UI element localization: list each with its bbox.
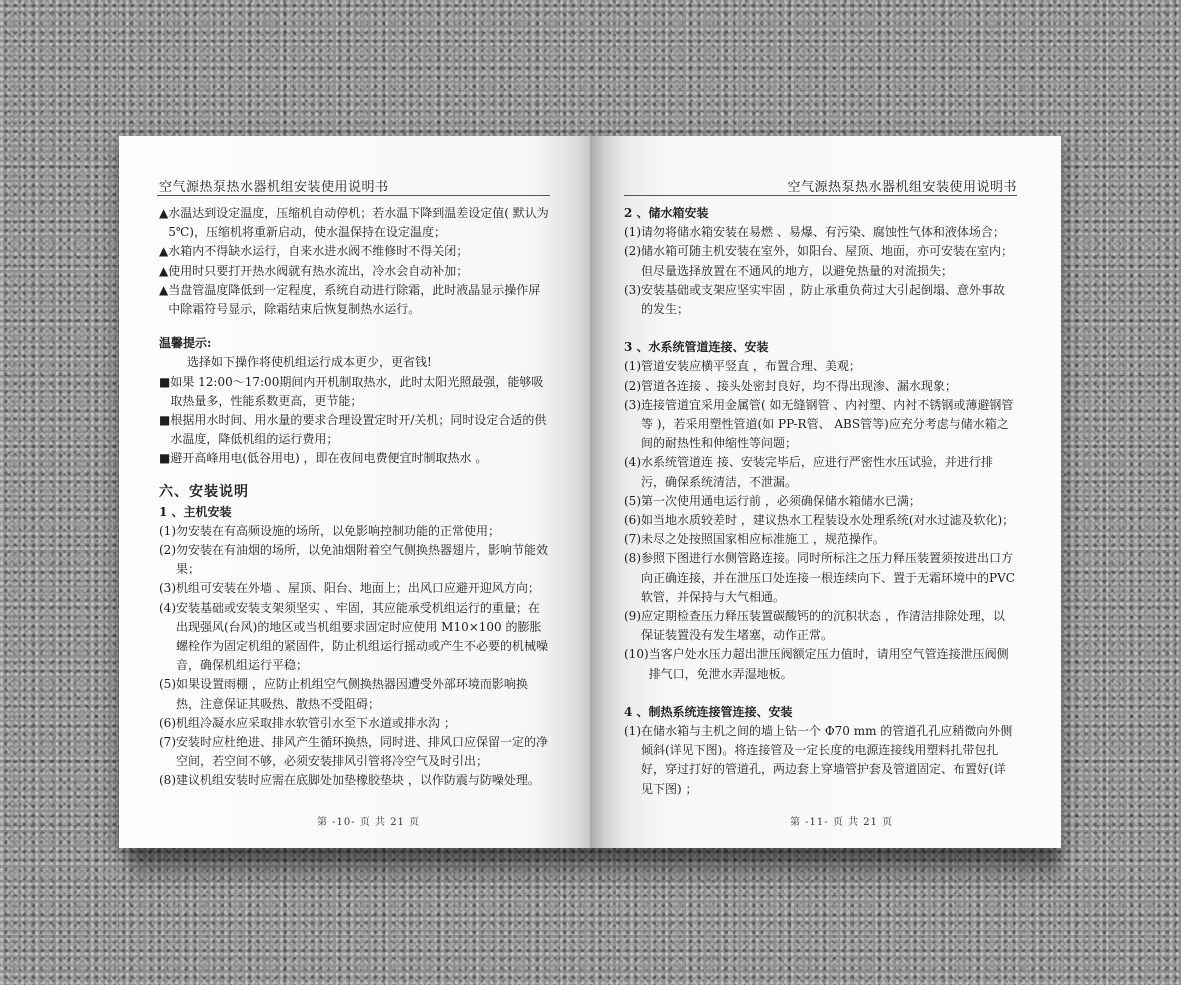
list-item: ▲ 当盘管温度降低到一定程度，系统自动进行除霜，此时液晶显示操作屏中除霜符号显示，除霜结束后恢复制热水运行。 (159, 281, 550, 319)
square-icon: ■ (159, 374, 171, 389)
list-item: (1) 管道安装应横平竖直 ，布置合理、美观； (624, 359, 861, 374)
right-page-number: 第 -11- 页 共 21 页 (790, 817, 894, 828)
right-page (590, 136, 1061, 848)
list-item: (3) 安装基础或支架应坚实牢固 ，防止承重负荷过大引起倒塌、意外事故的发生； (624, 282, 1005, 317)
section-4-list (624, 722, 1015, 799)
list-item: (7) 未尽之处按照国家相应标准施工 ，规范操作。 (624, 532, 885, 547)
open-booklet (119, 136, 1061, 848)
list-item: (3) 机组可安装在外墙 、屋顶、阳台、地面上；出风口应避开迎风方向； (159, 581, 540, 596)
list-item: (6) 机组冷凝水应采取排水软管引水至下水道或排水沟 ； (159, 715, 456, 730)
list-item: (1) 请勿将储水箱安装在易燃 、易爆、有污染、腐蚀性气体和液体场合； (624, 225, 1005, 240)
tip-title: 温馨提示: (159, 336, 212, 351)
subsection-title: 1 、主机安装 (159, 504, 232, 519)
left-header-rule (157, 195, 550, 196)
list-item: (1) 在储水箱与主机之间的墙上钻一个 Φ70 mm 的管道孔孔应稍微向外侧倾斜(详见下图)。将连接管及一定长度的电源连接线用塑料扎带包扎好，穿过打好的管道孔，两边套上穿墙管护套及管道固定、布置好(详见下图) ； (624, 724, 1013, 796)
square-icon: ■ (159, 413, 171, 428)
square-icon: ■ (159, 451, 171, 466)
tip-intro: 选择如下操作将使机组运行成本更少，更省钱! (187, 355, 432, 370)
section-4-title: 4 、制热系统连接管连接、安装 (624, 704, 793, 719)
triangle-icon: ▲ (159, 263, 169, 278)
list-item: (9) 应定期检查压力释压装置碳酸钙的的沉积状态 ，作清洁排除处理，以保证装置没有发生堵塞，动作正常。 (624, 609, 1005, 643)
right-header-rule (624, 195, 1017, 196)
list-item: ■ 如果 12:00～17:00期间内开机制取热水，此时太阳光照最强，能够吸取热量多，性能系数更高，更节能； (159, 373, 550, 411)
list-item: (4) 安装基础或安装支架须坚实 、牢固，其应能承受机组运行的重量；在出现强风(台风)的地区或当机组要求固定时应使用 M10×100 的膨胀螺栓作为固定机组的紧固件，防止机组运行摇动或产生不必要的机械噪音，确保机组运行平稳； (159, 600, 549, 673)
section-title: 六、安装说明 (159, 483, 249, 500)
section-3-title: 3 、水系统管道连接、安装 (624, 340, 769, 355)
book-shadow (130, 846, 1060, 886)
left-page-content (159, 204, 550, 791)
list-item: (5) 如果设置雨棚 ，应防止机组空气侧换热器因遭受外部环境而影响换热，注意保证其吸热、散热不受阻碍； (159, 677, 528, 711)
list-item: (8) 参照下图进行水侧管路连接。同时所标注之压力释压装置须按进出口方向正确连接，并在泄压口处连接一根连续向下、置于无霜环境中的PVC软管，并保持与大气相通。 (624, 551, 1015, 604)
list-item: ■ 根据用水时间、用水量的要求合理设置定时开/关机；同时设定合适的供水温度，降低机组的运行费用； (159, 411, 550, 449)
section-2-list (624, 223, 1015, 319)
install-list (159, 522, 550, 791)
triangle-icon: ▲ (159, 282, 169, 297)
left-page-header: 空气源热泵热水器机组安装使用说明书 (159, 180, 389, 195)
list-item: ▲ 水箱内不得缺水运行，自来水进水阀不维修时不得关闭； (159, 242, 550, 261)
tip-list (159, 373, 550, 469)
list-item: (2) 管道各连接 、接头处密封良好，均不得出现渗、漏水现象； (624, 378, 957, 393)
list-item: (6) 如当地水质较差时 ，建议热水工程装设水处理系统(对水过滤及软化)； (624, 513, 1015, 528)
triangle-icon: ▲ (159, 244, 169, 259)
right-page-content (624, 204, 1015, 799)
list-item: (2) 储水箱可随主机安装在室外，如阳台、屋顶、地面，亦可安装在室内；但尽量选择放置在不通风的地方，以避免热量的对流损失； (624, 244, 1014, 278)
list-item: (7) 安装时应杜绝进、排风产生循环换热，同时进、排风口应保留一定的净空间，若空间不够，必须安装排风引管将冷空气及时引出； (159, 735, 549, 769)
left-page-number: 第 -10- 页 共 21 页 (317, 817, 421, 828)
triangle-icon: ▲ (159, 206, 169, 220)
list-item: ▲ 水温达到设定温度，压缩机自动停机；若水温下降到温差设定值( 默认为5℃)，压缩机将重新启动，使水温保持在设定温度； (159, 204, 550, 242)
list-item: (10) 当客户处水压力超出泄压阀额定压力值时，请用空气管连接泄压阀侧排气口，免泄水弄湿地板。 (624, 647, 1009, 681)
list-item: (8) 建议机组安装时应需在底脚处加垫橡胶垫块 ，以作防震与防噪处理。 (159, 773, 540, 788)
section-2-title: 2 、储水箱安装 (624, 206, 709, 220)
list-item: (5) 第一次使用通电运行前 ，必须确保储水箱储水已满； (624, 493, 921, 508)
list-item: (3) 连接管道宜采用金属管( 如无缝钢管 、内衬塑、内衬不锈钢或薄避钢管等 )，若采用塑性管道(如 PP-R管、 ABS管等)应充分考虑与储水箱之间的耐热性和伸缩性等问题； (624, 397, 1014, 451)
left-page (119, 136, 590, 848)
list-item: ■ 避开高峰用电(低谷用电) ，即在夜间电费便宜时制取热水 。 (159, 449, 550, 468)
bullet-list (159, 204, 550, 319)
right-page-header: 空气源热泵热水器机组安装使用说明书 (787, 180, 1017, 195)
list-item: (2) 勿安装在有油烟的场所，以免油烟附着空气侧换热器翅片，影响节能效果； (159, 543, 549, 577)
section-3-list (624, 357, 1015, 683)
list-item: ▲ 使用时只要打开热水阀就有热水流出，冷水会自动补加； (159, 262, 550, 281)
list-item: (4) 水系统管道连 接、安装完毕后，应进行严密性水压试验，并进行排污，确保系统清洁，不泄漏。 (624, 455, 993, 489)
list-item: (1) 勿安装在有高频设施的场所，以免影响控制功能的正常使用； (159, 523, 501, 538)
